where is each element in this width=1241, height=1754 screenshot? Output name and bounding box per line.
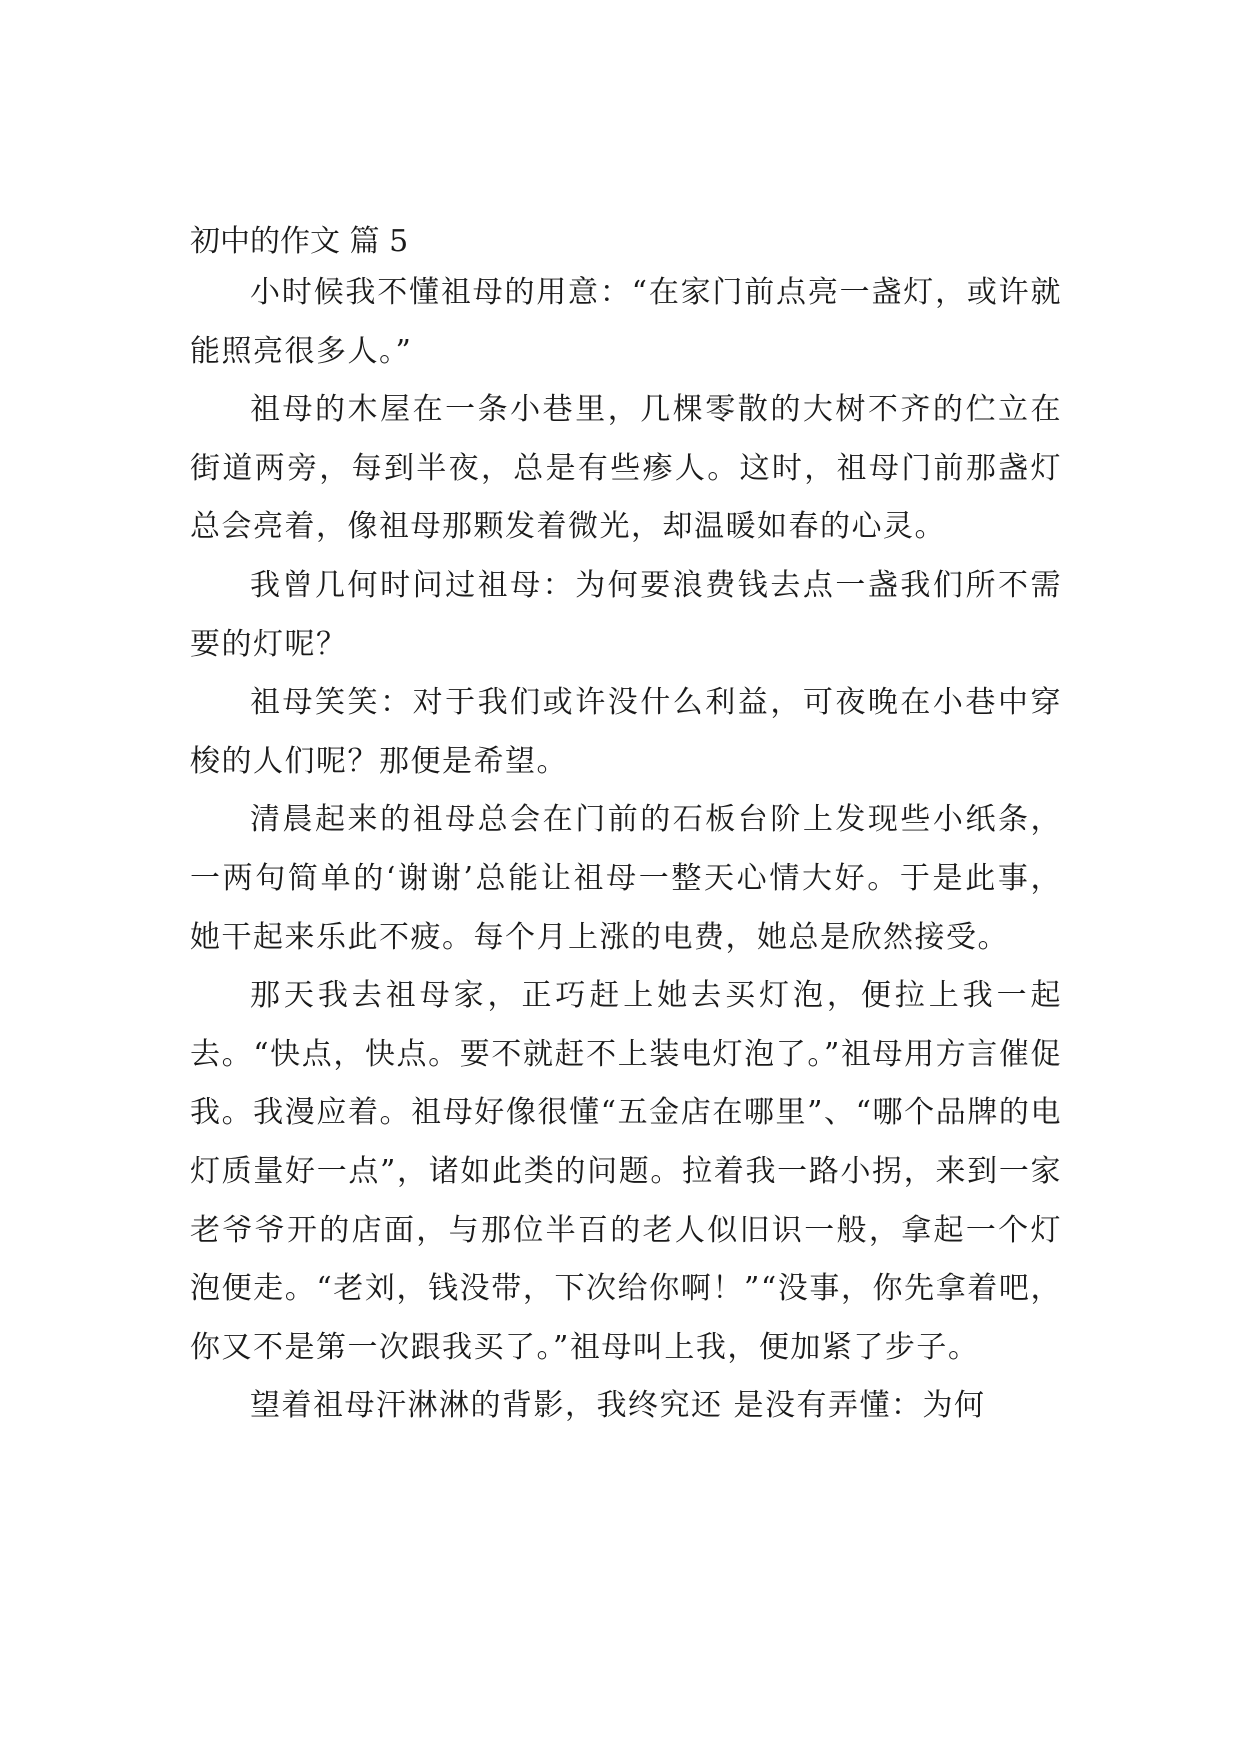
essay-body xyxy=(190,264,1062,1436)
paragraph: 清晨起来的祖母总会在门前的石板台阶上发现些小纸条，一两句简单的‘谢谢’总能让祖母一整天心情大好。于是此事，她干起来乐此不疲。每个月上涨的电费，她总是欣然接受。 xyxy=(190,802,1062,955)
paragraph: 小时候我不懂祖母的用意：“在家门前点亮一盏灯，或许就能照亮很多人。” xyxy=(190,275,1062,369)
paragraph: 祖母的木屋在一条小巷里，几棵零散的大树不齐的伫立在街道两旁，每到半夜，总是有些瘆人。这时，祖母门前那盏灯总会亮着，像祖母那颗发着微光，却温暖如春的心灵。 xyxy=(190,392,1062,545)
paragraph: 望着祖母汗淋淋的背影，我终究还 是没有弄懂：为何 xyxy=(250,1388,986,1424)
paragraph: 祖母笑笑：对于我们或许没什么利益，可夜晚在小巷中穿梭的人们呢？那便是希望。 xyxy=(190,685,1062,779)
paragraph: 那天我去祖母家，正巧赶上她去买灯泡，便拉上我一起去。“快点，快点。要不就赶不上装电灯泡了。”祖母用方言催促我。我漫应着。祖母好像很懂“五金店在哪里”、“哪个品牌的电灯质量好一点”，诸如此类的问题。拉着我一路小拐，来到一家老爷爷开的店面，与那位半百的老人似旧识一般，拿起一个灯泡便走。“老刘，钱没带，下次给你啊！”“没事，你先拿着吧，你又不是第一次跟我买了。”祖母叫上我，便加紧了步子。 xyxy=(190,978,1062,1365)
essay-title: 初中的作文 篇 5 xyxy=(190,224,409,259)
paragraph: 我曾几何时问过祖母：为何要浪费钱去点一盏我们所不需要的灯呢？ xyxy=(190,567,1062,662)
